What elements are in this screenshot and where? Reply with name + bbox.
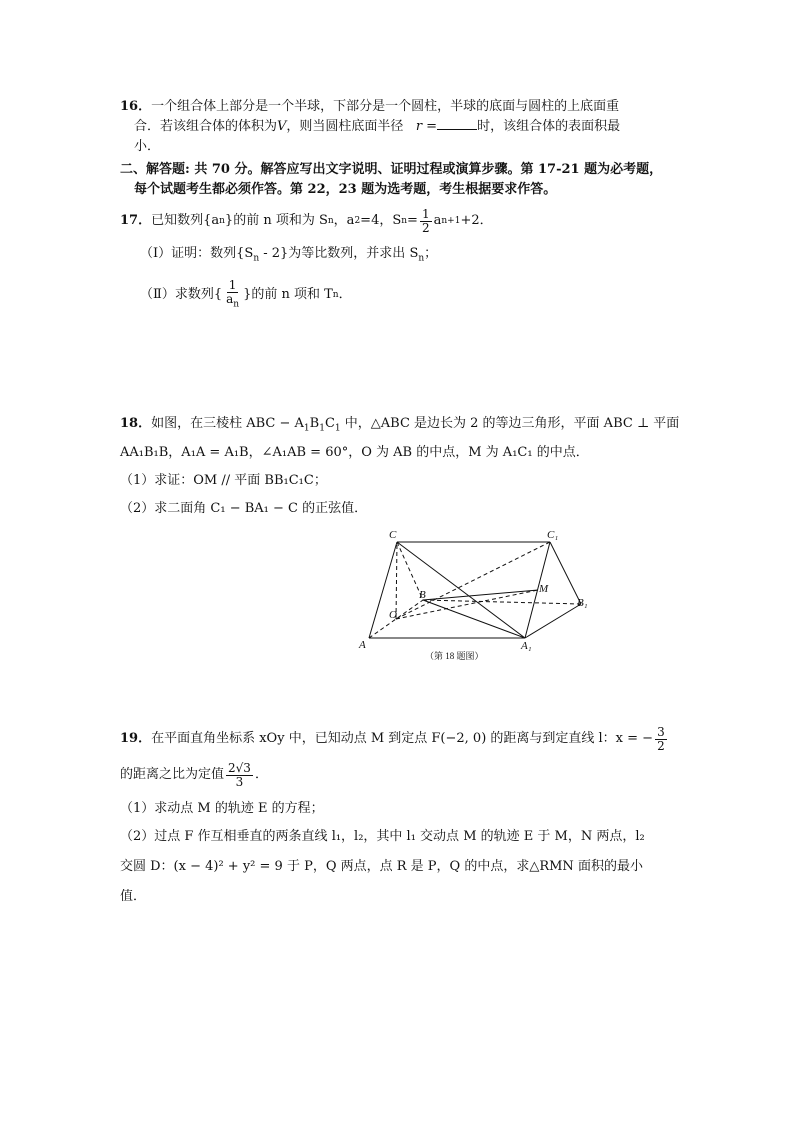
edge-OC1-hidden xyxy=(396,542,550,619)
q18-line1-c: C xyxy=(324,416,335,431)
q18 xyxy=(120,412,679,521)
q17-frac-den: 2 xyxy=(421,220,430,235)
label-C: C xyxy=(389,529,397,541)
section2-line2: 每个试题考生都必须作答。第 22，23 题为选考题，考生根据要求作答。 xyxy=(134,182,557,197)
q19-line2-b: ． xyxy=(254,767,268,782)
q17-stem-b: }的前 n 项和为 S xyxy=(224,213,328,228)
q19-part2-line3: 值． xyxy=(120,889,147,904)
q16-text-2a: 合．若该组合体的体积为 xyxy=(134,119,278,134)
q18-number: 18． xyxy=(120,416,152,431)
q19-line1 xyxy=(120,722,669,756)
q16-text-1: 一个组合体上部分是一个半球，下部分是一个圆柱，半球的底面与圆柱的上底面重 xyxy=(151,99,620,114)
q17-stem-d: =4，S xyxy=(360,213,402,228)
q18-sub-1c: 1 xyxy=(334,423,341,434)
edge-CA1 xyxy=(397,542,525,638)
edge-BA1 xyxy=(423,600,525,638)
label-B: B xyxy=(419,589,426,601)
q16-text-2b: ，则当圆柱底面半径 xyxy=(286,119,404,134)
q18-line1-d: 中，△ABC 是边长为 2 的等边三角形，平面 ABC ⊥ 平面 xyxy=(340,416,680,431)
edge-BB1-hidden xyxy=(423,600,581,604)
q17-number: 17． xyxy=(120,213,152,228)
q19-fraction-3-2 xyxy=(655,726,667,753)
q17-part2-den-sub: n xyxy=(233,298,240,309)
q17-fraction-reciprocal xyxy=(224,279,241,311)
q17-part1-b: - 2}为等比数列，并求出 S xyxy=(259,246,419,261)
q19-frac2-den: 3 xyxy=(235,774,244,789)
q18-line1-a: 如图，在三棱柱 ABC − A xyxy=(151,416,304,431)
q17-part2-den xyxy=(224,293,241,311)
q19-frac2-num: 2√3 xyxy=(228,760,251,775)
figure-caption: （第 18 题图） xyxy=(425,651,484,661)
q19-line1-a: 在平面直角坐标系 xOy 中，已知动点 M 到定点 F(−2, 0) 的距离与到定直线 l：x = − xyxy=(151,731,654,746)
q17-sub-2: 2 xyxy=(354,216,361,226)
q17-sub-n-2: n xyxy=(327,216,334,226)
label-A1: A₁ xyxy=(521,640,532,652)
q19 xyxy=(120,722,669,912)
q19-part2-line2: 交圆 D：(x − 4)² + y² = 9 于 P，Q 两点，点 R 是 P，Q 的中点，求△RMN 面积的最小 xyxy=(120,859,643,874)
q16-text-3: 小． xyxy=(134,139,161,154)
q16-line2 xyxy=(120,117,620,137)
q16-line3 xyxy=(120,137,620,157)
q19-number: 19． xyxy=(120,731,152,746)
q17-part2-a: （Ⅱ）求数列{ xyxy=(140,286,223,302)
q16-number: 16． xyxy=(120,99,152,114)
q19-frac1-den: 2 xyxy=(657,738,665,753)
edge-C1B1 xyxy=(550,542,581,604)
q19-fraction-ratio xyxy=(226,762,253,789)
q17-part1-c: ； xyxy=(424,246,438,261)
q17-part2-sub: n xyxy=(332,289,339,300)
q18-part2: （2）求二面角 C₁ − BA₁ − C 的正弦值． xyxy=(120,500,368,516)
q17-stem-c: ，a xyxy=(333,213,355,228)
q19-part1: （1）求动点 M 的轨迹 E 的方程； xyxy=(120,801,324,816)
q19-line2 xyxy=(120,758,669,792)
q19-line2-a: 的距离之比为定值 xyxy=(120,767,225,782)
edge-BM xyxy=(423,590,538,600)
q16-line1 xyxy=(120,97,620,117)
q16-text-2c: 时，该组合体的表面积最 xyxy=(477,119,621,134)
q17-sub-n1: n+1 xyxy=(441,216,461,226)
q17-part2-den-a: a xyxy=(226,291,234,306)
q17-part2-b: }的前 n 项和 T xyxy=(243,286,333,302)
q18-figure xyxy=(355,522,605,662)
q16-var-v: V xyxy=(277,119,287,134)
section2-heading xyxy=(120,160,662,200)
q17-part2-c: ． xyxy=(338,286,352,302)
edge-OC-hidden xyxy=(396,542,397,619)
q19-part2-line1: （2）过点 F 作互相垂直的两条直线 l₁，l₂，其中 l₁ 交动点 M 的轨迹 E 于 M，N 两点，l₂ xyxy=(120,829,645,844)
edge-B1A1 xyxy=(525,604,581,638)
q16-answer-blank[interactable] xyxy=(437,117,477,130)
label-O: O xyxy=(389,609,397,621)
edge-CA xyxy=(369,542,397,638)
q19-frac1-num: 3 xyxy=(657,724,665,739)
label-M: M xyxy=(539,583,549,595)
q17-part1-sub2: n xyxy=(418,253,425,264)
q18-line1 xyxy=(120,412,679,441)
q17-part2-num: 1 xyxy=(228,277,237,292)
q16-var-r: r = xyxy=(415,119,438,134)
q17-stem-a: 已知数列{a xyxy=(151,213,220,228)
q17 xyxy=(120,206,493,311)
q17-part1-a: （Ⅰ）证明：数列{S xyxy=(140,246,254,261)
q17-frac-num: 1 xyxy=(421,206,430,221)
label-A: A xyxy=(359,639,366,651)
q17-stem-f: a xyxy=(433,213,442,228)
q16 xyxy=(120,97,620,157)
section2-line1: 二、解答题: 共 70 分。解答应写出文字说明、证明过程或演算步骤。第 17-21 题为必考题， xyxy=(120,162,663,177)
q17-fraction-half xyxy=(420,208,432,235)
q17-part2 xyxy=(120,279,493,311)
label-B1: B₁ xyxy=(577,597,588,609)
q18-sub-1a: 1 xyxy=(303,423,310,434)
q17-stem-e: = xyxy=(407,213,418,228)
q17-part1-sub: n xyxy=(253,253,260,264)
q17-stem xyxy=(120,206,493,236)
q17-sub-n-3: n xyxy=(401,216,408,226)
q18-part1: （1）求证：OM // 平面 BB₁C₁C； xyxy=(120,472,327,488)
q18-sub-1b: 1 xyxy=(319,423,325,434)
q18-line2: AA₁B₁B，A₁A = A₁B，∠A₁AB = 60°，O 为 AB 的中点，M 为 A₁C₁ 的中点． xyxy=(120,444,589,460)
q18-line1-b: B xyxy=(309,416,320,431)
q17-part1 xyxy=(120,244,493,269)
q17-sub-n: n xyxy=(219,216,225,226)
label-C1: C₁ xyxy=(547,529,559,541)
q17-stem-g: +2． xyxy=(460,213,493,228)
